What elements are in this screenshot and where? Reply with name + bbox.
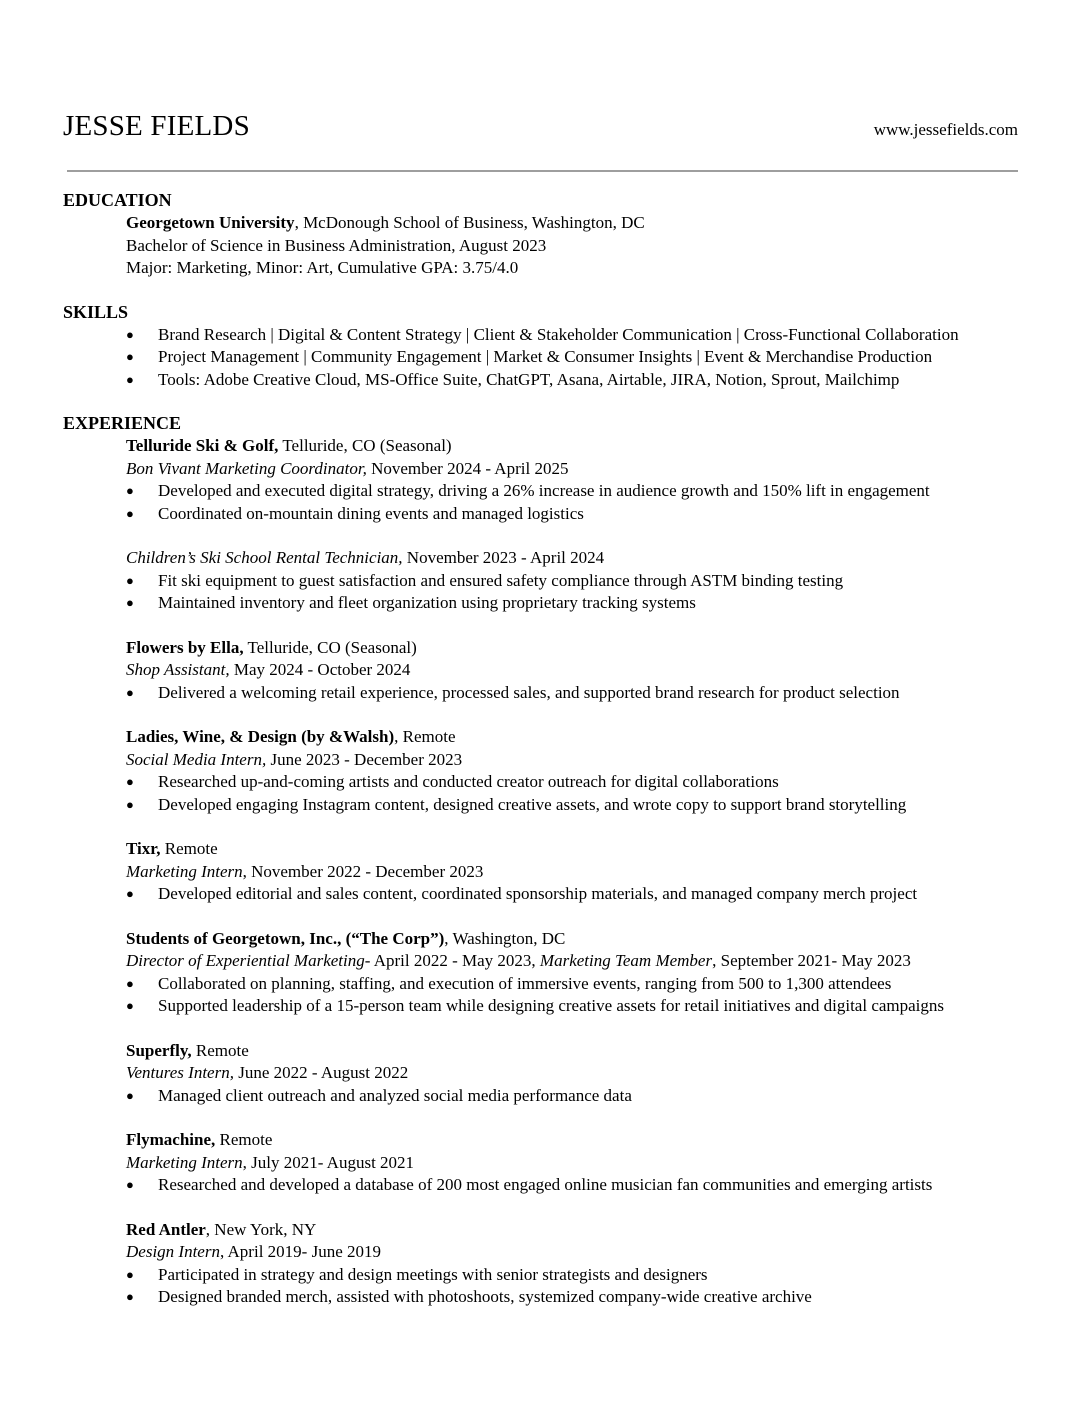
education-school-line [126,212,1023,235]
bullet-icon: ● [126,483,134,498]
role-title: Bon Vivant Marketing Coordinator, [126,458,367,478]
company-location: Remote [191,1040,249,1060]
company-name: Ladies, Wine, & Design (by &Walsh) [126,727,395,746]
role-title: Director of Experiential Marketing [126,951,365,970]
company-location: Telluride, CO (Seasonal) [243,637,417,657]
bullet-icon: ● [126,371,134,387]
list-item: ● Delivered a welcoming retail experience, processed sales, and supported brand research for product selection [63,682,1023,705]
role-dates: , April 2019- June 2019 [219,1242,381,1261]
bullet-icon: ● [126,998,134,1013]
skills-list [63,324,1023,392]
job-bullets [63,1264,1023,1309]
job-company-line [63,928,1023,951]
job-company-line [63,726,1023,749]
job-role-line [63,547,1023,570]
job-bullets [63,883,1023,906]
role-title: Social Media Intern, [126,749,267,769]
school-detail: , McDonough School of Business, Washington, DC [294,213,645,232]
job-bullets [63,570,1023,615]
company-name: Flowers by Ella, [126,637,244,657]
list-item: ● Project Management | Community Engagement | Market & Consumer Insights | Event & Merchandise Production [63,346,1023,369]
bullet-icon: ● [126,1177,134,1192]
list-item: ● Developed editorial and sales content, coordinated sponsorship materials, and managed company merch project [63,883,1023,906]
job-tixr [63,838,1023,906]
job-role-line [63,458,1023,481]
bullet-icon: ● [126,684,134,700]
list-item: ● Fit ski equipment to guest satisfaction and ensured safety compliance through ASTM binding testing [63,570,1023,593]
role-title: Marketing Team Member [539,951,713,970]
company-location: , Remote [394,727,456,746]
company-location: , Washington, DC [444,928,566,948]
list-item: ● Developed and executed digital strategy, driving a 26% increase in audience growth and 150% lift in engagement [63,480,1023,503]
job-role-line [63,950,1023,973]
job-company-line [63,1040,1023,1063]
bullet-icon: ● [126,326,134,342]
bullet-icon: ● [126,1289,134,1304]
role-dates: , September 2021- May 2023 [712,951,911,970]
list-item: ● Supported leadership of a 15-person team while designing creative assets for retail initiatives and digital campaigns [63,995,1023,1018]
job-the-corp [63,928,1023,1018]
website-link[interactable]: www.jessefields.com [873,120,1018,139]
section-title-experience: EXPERIENCE [63,413,182,433]
company-name: Flymachine, [126,1130,216,1149]
job-bullets [63,1085,1023,1108]
bullet-icon: ● [126,572,134,588]
job-role-line [63,659,1023,682]
job-telluride [63,435,1023,615]
bullet-icon: ● [126,1266,134,1282]
job-role-line [63,1062,1023,1085]
job-bullets [63,1174,1023,1197]
education-degree: Bachelor of Science in Business Administration, August 2023 [126,235,547,255]
job-role-line [63,749,1023,772]
bullet-icon: ● [126,595,134,610]
company-location: Remote [160,839,218,858]
role-title: Children’s Ski School Rental Technician, [126,548,403,567]
company-location: Telluride, CO (Seasonal) [278,436,452,455]
bullet-icon: ● [126,886,134,901]
list-item: ● Developed engaging Instagram content, designed creative assets, and wrote copy to support brand storytelling [63,794,1023,817]
list-item: ● Researched and developed a database of 200 most engaged online musician fan communities and emerging artists [63,1174,1023,1197]
role-dates: May 2024 - October 2024 [229,660,411,679]
job-bullets [63,973,1023,1018]
company-name: Red Antler [126,1219,206,1239]
job-flymachine [63,1129,1023,1197]
company-location: Remote [215,1130,273,1149]
job-role-line [63,861,1023,884]
experience-section [63,411,1023,1309]
list-item: ● Brand Research | Digital & Content Strategy | Client & Stakeholder Communication | Cross-Functional Collaboration [63,324,1023,347]
list-item: ● Managed client outreach and analyzed social media performance data [63,1085,1023,1108]
list-item: ● Designed branded merch, assisted with photoshoots, systemized company-wide creative archive [63,1286,1023,1309]
list-item: ● Coordinated on-mountain dining events and managed logistics [63,503,1023,526]
section-title-skills: SKILLS [63,301,129,322]
header-divider [67,170,1018,172]
job-superfly [63,1040,1023,1108]
company-name: Students of Georgetown, Inc., (“The Corp”) [126,928,445,948]
job-company-line [63,1129,1023,1152]
list-item: ● Collaborated on planning, staffing, and execution of immersive events, ranging from 500 to 1,300 attendees [63,973,1023,996]
list-item: ● Tools: Adobe Creative Cloud, MS-Office Suite, ChatGPT, Asana, Airtable, JIRA, Notion, Sprout, Mailchimp [63,369,1023,392]
resume-name: JESSE FIELDS [63,110,250,142]
role-dates: June 2022 - August 2022 [233,1063,409,1082]
bullet-icon: ● [126,774,134,789]
section-title-education: EDUCATION [63,190,172,210]
role-dates: June 2023 - December 2023 [266,749,463,769]
role-dates: November 2023 - April 2024 [402,548,605,567]
education-details: Major: Marketing, Minor: Art, Cumulative GPA: 3.75/4.0 [126,258,519,277]
role-dates: , November 2022 - December 2023 [242,861,484,881]
role-title: Marketing Intern [126,861,243,881]
bullet-icon: ● [126,796,134,812]
job-flowers-by-ella [63,637,1023,705]
list-item: ● Maintained inventory and fleet organization using proprietary tracking systems [63,592,1023,615]
bullet-icon: ● [126,349,134,364]
job-bullets [63,771,1023,816]
school-name: Georgetown University [126,213,295,232]
job-bullets [63,682,1023,705]
job-company-line [63,637,1023,660]
bullet-icon: ● [126,505,134,521]
resume-body [63,188,1023,1329]
role-title: Ventures Intern, [126,1063,234,1082]
company-name: Superfly, [126,1040,192,1060]
job-ladies-wine-design [63,726,1023,816]
job-role-line [63,1241,1023,1264]
job-company-line [63,1219,1023,1242]
company-name: Tixr, [126,839,161,858]
role-dates: , July 2021- August 2021 [242,1152,415,1172]
job-role-line [63,1152,1023,1175]
company-location: , New York, NY [205,1219,317,1239]
job-company-line [63,435,1023,458]
role-title: Shop Assistant, [126,660,230,679]
list-item: ● Participated in strategy and design meetings with senior strategists and designers [63,1264,1023,1287]
role-dates: - April 2022 - May 2023, [364,951,540,970]
education-section [63,188,1023,280]
role-title: Design Intern [126,1242,220,1261]
job-company-line [63,838,1023,861]
list-item: ● Researched up-and-coming artists and conducted creator outreach for digital collaborations [63,771,1023,794]
skills-section [63,300,1023,392]
company-name: Telluride Ski & Golf, [126,436,279,455]
bullet-icon: ● [126,1087,134,1103]
role-dates: November 2024 - April 2025 [366,458,569,478]
bullet-icon: ● [126,975,134,991]
job-bullets [63,480,1023,525]
job-red-antler [63,1219,1023,1309]
role-title: Marketing Intern [126,1152,243,1172]
